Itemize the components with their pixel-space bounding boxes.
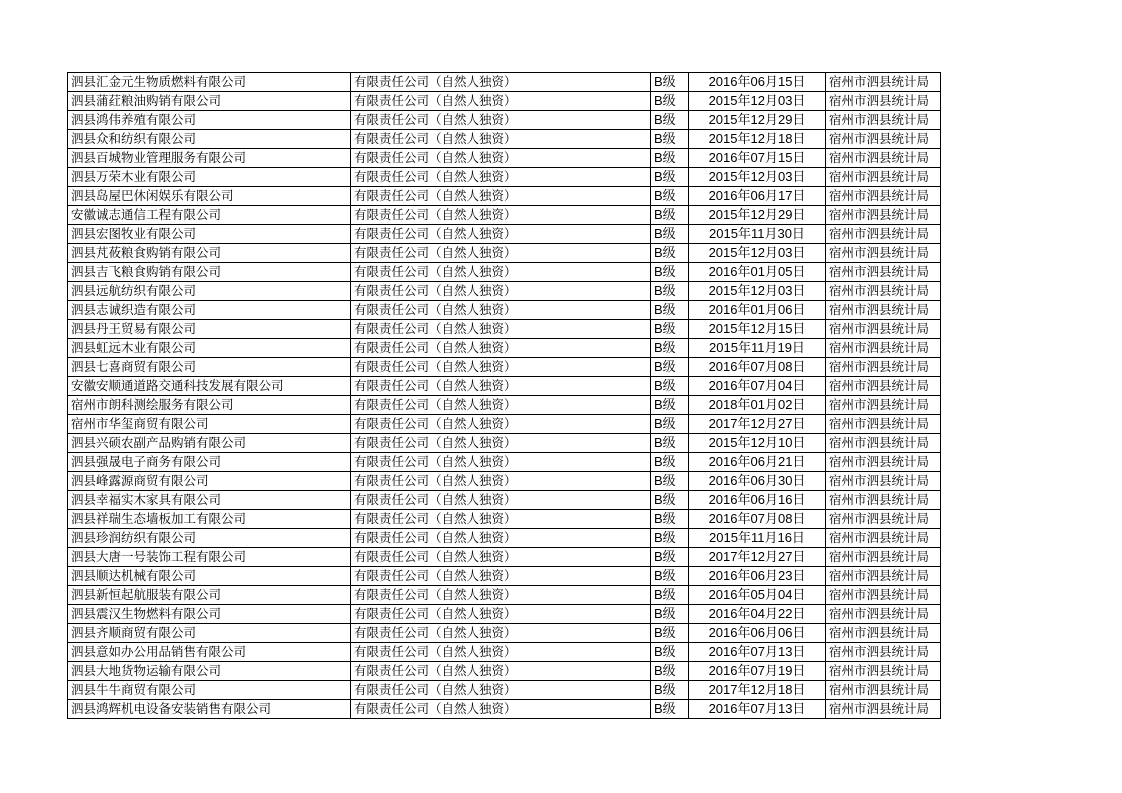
company-name-cell: 安徽安顺通道路交通科技发展有限公司 bbox=[68, 377, 351, 396]
credit-grade-cell: B级 bbox=[651, 244, 689, 263]
table-row bbox=[68, 662, 941, 681]
credit-grade-cell: B级 bbox=[651, 472, 689, 491]
company-name-cell: 泗县芃莜粮食购销有限公司 bbox=[68, 244, 351, 263]
credit-grade-cell: B级 bbox=[651, 681, 689, 700]
table-row bbox=[68, 225, 941, 244]
rating-date-cell: 2016年07月13日 bbox=[689, 643, 826, 662]
rating-date-cell: 2016年06月16日 bbox=[689, 491, 826, 510]
rating-date-cell: 2016年07月15日 bbox=[689, 149, 826, 168]
company-type-cell: 有限责任公司（自然人独资） bbox=[351, 282, 651, 301]
credit-grade-cell: B级 bbox=[651, 149, 689, 168]
table-row bbox=[68, 415, 941, 434]
credit-grade-cell: B级 bbox=[651, 643, 689, 662]
company-name-cell: 泗县顺达机械有限公司 bbox=[68, 567, 351, 586]
table-body bbox=[68, 73, 941, 719]
company-name-cell: 泗县百城物业管理服务有限公司 bbox=[68, 149, 351, 168]
rating-date-cell: 2016年01月05日 bbox=[689, 263, 826, 282]
company-name-cell: 泗县新恒起航服装有限公司 bbox=[68, 586, 351, 605]
company-name-cell: 泗县峰露源商贸有限公司 bbox=[68, 472, 351, 491]
company-name-cell: 泗县祥瑞生态墙板加工有限公司 bbox=[68, 510, 351, 529]
credit-grade-cell: B级 bbox=[651, 187, 689, 206]
issuing-authority-cell: 宿州市泗县统计局 bbox=[826, 301, 941, 320]
issuing-authority-cell: 宿州市泗县统计局 bbox=[826, 624, 941, 643]
company-name-cell: 泗县鸿伟养殖有限公司 bbox=[68, 111, 351, 130]
company-name-cell: 泗县众和纺织有限公司 bbox=[68, 130, 351, 149]
company-name-cell: 泗县虹远木业有限公司 bbox=[68, 339, 351, 358]
rating-date-cell: 2015年12月18日 bbox=[689, 130, 826, 149]
issuing-authority-cell: 宿州市泗县统计局 bbox=[826, 586, 941, 605]
company-name-cell: 泗县鸿辉机电设备安装销售有限公司 bbox=[68, 700, 351, 719]
issuing-authority-cell: 宿州市泗县统计局 bbox=[826, 225, 941, 244]
credit-grade-cell: B级 bbox=[651, 263, 689, 282]
issuing-authority-cell: 宿州市泗县统计局 bbox=[826, 244, 941, 263]
rating-date-cell: 2016年07月19日 bbox=[689, 662, 826, 681]
company-type-cell: 有限责任公司（自然人独资） bbox=[351, 624, 651, 643]
company-name-cell: 宿州市朗科测绘服务有限公司 bbox=[68, 396, 351, 415]
credit-grade-cell: B级 bbox=[651, 567, 689, 586]
issuing-authority-cell: 宿州市泗县统计局 bbox=[826, 415, 941, 434]
company-type-cell: 有限责任公司（自然人独资） bbox=[351, 434, 651, 453]
table-row bbox=[68, 510, 941, 529]
table-row bbox=[68, 263, 941, 282]
issuing-authority-cell: 宿州市泗县统计局 bbox=[826, 339, 941, 358]
issuing-authority-cell: 宿州市泗县统计局 bbox=[826, 187, 941, 206]
issuing-authority-cell: 宿州市泗县统计局 bbox=[826, 263, 941, 282]
rating-date-cell: 2016年07月08日 bbox=[689, 358, 826, 377]
credit-grade-cell: B级 bbox=[651, 320, 689, 339]
company-type-cell: 有限责任公司（自然人独资） bbox=[351, 73, 651, 92]
rating-date-cell: 2016年07月04日 bbox=[689, 377, 826, 396]
table-row bbox=[68, 168, 941, 187]
rating-date-cell: 2015年11月30日 bbox=[689, 225, 826, 244]
company-type-cell: 有限责任公司（自然人独资） bbox=[351, 263, 651, 282]
company-type-cell: 有限责任公司（自然人独资） bbox=[351, 320, 651, 339]
company-type-cell: 有限责任公司（自然人独资） bbox=[351, 377, 651, 396]
credit-grade-cell: B级 bbox=[651, 92, 689, 111]
company-name-cell: 安徽诚志通信工程有限公司 bbox=[68, 206, 351, 225]
company-name-cell: 宿州市华玺商贸有限公司 bbox=[68, 415, 351, 434]
company-type-cell: 有限责任公司（自然人独资） bbox=[351, 491, 651, 510]
company-name-cell: 泗县宏图牧业有限公司 bbox=[68, 225, 351, 244]
table-row bbox=[68, 130, 941, 149]
credit-grade-cell: B级 bbox=[651, 586, 689, 605]
rating-date-cell: 2016年06月30日 bbox=[689, 472, 826, 491]
table-row bbox=[68, 301, 941, 320]
company-type-cell: 有限责任公司（自然人独资） bbox=[351, 510, 651, 529]
company-name-cell: 泗县兴硕农副产品购销有限公司 bbox=[68, 434, 351, 453]
company-name-cell: 泗县齐顺商贸有限公司 bbox=[68, 624, 351, 643]
company-name-cell: 泗县大唐一号装饰工程有限公司 bbox=[68, 548, 351, 567]
company-name-cell: 泗县强晟电子商务有限公司 bbox=[68, 453, 351, 472]
credit-grade-cell: B级 bbox=[651, 624, 689, 643]
table-row bbox=[68, 491, 941, 510]
issuing-authority-cell: 宿州市泗县统计局 bbox=[826, 434, 941, 453]
issuing-authority-cell: 宿州市泗县统计局 bbox=[826, 529, 941, 548]
credit-grade-cell: B级 bbox=[651, 206, 689, 225]
credit-grade-cell: B级 bbox=[651, 73, 689, 92]
credit-rating-table bbox=[67, 72, 941, 719]
issuing-authority-cell: 宿州市泗县统计局 bbox=[826, 700, 941, 719]
company-type-cell: 有限责任公司（自然人独资） bbox=[351, 586, 651, 605]
issuing-authority-cell: 宿州市泗县统计局 bbox=[826, 681, 941, 700]
company-type-cell: 有限责任公司（自然人独资） bbox=[351, 187, 651, 206]
rating-date-cell: 2017年12月18日 bbox=[689, 681, 826, 700]
company-type-cell: 有限责任公司（自然人独资） bbox=[351, 472, 651, 491]
credit-grade-cell: B级 bbox=[651, 548, 689, 567]
rating-date-cell: 2016年04月22日 bbox=[689, 605, 826, 624]
table-row bbox=[68, 187, 941, 206]
company-type-cell: 有限责任公司（自然人独资） bbox=[351, 643, 651, 662]
credit-grade-cell: B级 bbox=[651, 358, 689, 377]
company-type-cell: 有限责任公司（自然人独资） bbox=[351, 358, 651, 377]
table-row bbox=[68, 339, 941, 358]
company-type-cell: 有限责任公司（自然人独资） bbox=[351, 700, 651, 719]
company-type-cell: 有限责任公司（自然人独资） bbox=[351, 130, 651, 149]
issuing-authority-cell: 宿州市泗县统计局 bbox=[826, 206, 941, 225]
rating-date-cell: 2016年05月04日 bbox=[689, 586, 826, 605]
credit-grade-cell: B级 bbox=[651, 415, 689, 434]
rating-date-cell: 2015年12月03日 bbox=[689, 244, 826, 263]
table-row bbox=[68, 206, 941, 225]
company-name-cell: 泗县万荣木业有限公司 bbox=[68, 168, 351, 187]
company-type-cell: 有限责任公司（自然人独资） bbox=[351, 529, 651, 548]
rating-date-cell: 2017年12月27日 bbox=[689, 415, 826, 434]
rating-date-cell: 2015年12月03日 bbox=[689, 92, 826, 111]
rating-date-cell: 2016年07月08日 bbox=[689, 510, 826, 529]
credit-grade-cell: B级 bbox=[651, 700, 689, 719]
issuing-authority-cell: 宿州市泗县统计局 bbox=[826, 548, 941, 567]
credit-grade-cell: B级 bbox=[651, 453, 689, 472]
table-row bbox=[68, 377, 941, 396]
table-row bbox=[68, 358, 941, 377]
credit-grade-cell: B级 bbox=[651, 130, 689, 149]
company-name-cell: 泗县幸福实木家具有限公司 bbox=[68, 491, 351, 510]
rating-date-cell: 2016年06月21日 bbox=[689, 453, 826, 472]
table-row bbox=[68, 111, 941, 130]
company-type-cell: 有限责任公司（自然人独资） bbox=[351, 396, 651, 415]
company-type-cell: 有限责任公司（自然人独资） bbox=[351, 567, 651, 586]
credit-grade-cell: B级 bbox=[651, 510, 689, 529]
credit-grade-cell: B级 bbox=[651, 396, 689, 415]
company-name-cell: 泗县蒲荭粮油购销有限公司 bbox=[68, 92, 351, 111]
rating-date-cell: 2015年12月03日 bbox=[689, 168, 826, 187]
credit-grade-cell: B级 bbox=[651, 434, 689, 453]
issuing-authority-cell: 宿州市泗县统计局 bbox=[826, 643, 941, 662]
table-row bbox=[68, 681, 941, 700]
rating-date-cell: 2016年01月06日 bbox=[689, 301, 826, 320]
company-type-cell: 有限责任公司（自然人独资） bbox=[351, 225, 651, 244]
issuing-authority-cell: 宿州市泗县统计局 bbox=[826, 453, 941, 472]
company-type-cell: 有限责任公司（自然人独资） bbox=[351, 339, 651, 358]
company-name-cell: 泗县岛屋巴休闲娱乐有限公司 bbox=[68, 187, 351, 206]
table-row bbox=[68, 282, 941, 301]
company-name-cell: 泗县汇金元生物质燃料有限公司 bbox=[68, 73, 351, 92]
credit-grade-cell: B级 bbox=[651, 339, 689, 358]
table-row bbox=[68, 453, 941, 472]
company-type-cell: 有限责任公司（自然人独资） bbox=[351, 605, 651, 624]
company-name-cell: 泗县远航纺织有限公司 bbox=[68, 282, 351, 301]
company-name-cell: 泗县震汉生物燃料有限公司 bbox=[68, 605, 351, 624]
table-row bbox=[68, 320, 941, 339]
issuing-authority-cell: 宿州市泗县统计局 bbox=[826, 662, 941, 681]
issuing-authority-cell: 宿州市泗县统计局 bbox=[826, 92, 941, 111]
company-name-cell: 泗县丹王贸易有限公司 bbox=[68, 320, 351, 339]
issuing-authority-cell: 宿州市泗县统计局 bbox=[826, 491, 941, 510]
rating-date-cell: 2015年12月15日 bbox=[689, 320, 826, 339]
table-row bbox=[68, 624, 941, 643]
table-row bbox=[68, 529, 941, 548]
table-row bbox=[68, 73, 941, 92]
rating-date-cell: 2016年06月17日 bbox=[689, 187, 826, 206]
rating-date-cell: 2015年12月29日 bbox=[689, 111, 826, 130]
rating-date-cell: 2015年12月03日 bbox=[689, 282, 826, 301]
table-row bbox=[68, 643, 941, 662]
issuing-authority-cell: 宿州市泗县统计局 bbox=[826, 111, 941, 130]
credit-grade-cell: B级 bbox=[651, 529, 689, 548]
company-type-cell: 有限责任公司（自然人独资） bbox=[351, 681, 651, 700]
table-row bbox=[68, 92, 941, 111]
table-row bbox=[68, 700, 941, 719]
company-name-cell: 泗县意如办公用品销售有限公司 bbox=[68, 643, 351, 662]
credit-grade-cell: B级 bbox=[651, 282, 689, 301]
issuing-authority-cell: 宿州市泗县统计局 bbox=[826, 567, 941, 586]
company-type-cell: 有限责任公司（自然人独资） bbox=[351, 415, 651, 434]
company-name-cell: 泗县大地货物运输有限公司 bbox=[68, 662, 351, 681]
table-row bbox=[68, 567, 941, 586]
table-row bbox=[68, 605, 941, 624]
credit-grade-cell: B级 bbox=[651, 111, 689, 130]
table-row bbox=[68, 548, 941, 567]
rating-date-cell: 2018年01月02日 bbox=[689, 396, 826, 415]
issuing-authority-cell: 宿州市泗县统计局 bbox=[826, 73, 941, 92]
company-name-cell: 泗县珍润纺织有限公司 bbox=[68, 529, 351, 548]
rating-date-cell: 2015年12月29日 bbox=[689, 206, 826, 225]
table-row bbox=[68, 434, 941, 453]
credit-grade-cell: B级 bbox=[651, 491, 689, 510]
issuing-authority-cell: 宿州市泗县统计局 bbox=[826, 472, 941, 491]
issuing-authority-cell: 宿州市泗县统计局 bbox=[826, 320, 941, 339]
credit-grade-cell: B级 bbox=[651, 662, 689, 681]
company-type-cell: 有限责任公司（自然人独资） bbox=[351, 149, 651, 168]
issuing-authority-cell: 宿州市泗县统计局 bbox=[826, 510, 941, 529]
company-type-cell: 有限责任公司（自然人独资） bbox=[351, 168, 651, 187]
issuing-authority-cell: 宿州市泗县统计局 bbox=[826, 396, 941, 415]
company-type-cell: 有限责任公司（自然人独资） bbox=[351, 548, 651, 567]
rating-date-cell: 2016年06月15日 bbox=[689, 73, 826, 92]
company-type-cell: 有限责任公司（自然人独资） bbox=[351, 301, 651, 320]
company-name-cell: 泗县七喜商贸有限公司 bbox=[68, 358, 351, 377]
table-row bbox=[68, 472, 941, 491]
credit-grade-cell: B级 bbox=[651, 301, 689, 320]
issuing-authority-cell: 宿州市泗县统计局 bbox=[826, 377, 941, 396]
issuing-authority-cell: 宿州市泗县统计局 bbox=[826, 358, 941, 377]
company-type-cell: 有限责任公司（自然人独资） bbox=[351, 244, 651, 263]
rating-date-cell: 2016年06月23日 bbox=[689, 567, 826, 586]
issuing-authority-cell: 宿州市泗县统计局 bbox=[826, 605, 941, 624]
credit-grade-cell: B级 bbox=[651, 168, 689, 187]
credit-grade-cell: B级 bbox=[651, 605, 689, 624]
issuing-authority-cell: 宿州市泗县统计局 bbox=[826, 282, 941, 301]
table-row bbox=[68, 586, 941, 605]
company-type-cell: 有限责任公司（自然人独资） bbox=[351, 662, 651, 681]
company-name-cell: 泗县吉飞粮食购销有限公司 bbox=[68, 263, 351, 282]
table-row bbox=[68, 149, 941, 168]
issuing-authority-cell: 宿州市泗县统计局 bbox=[826, 168, 941, 187]
company-name-cell: 泗县牛牛商贸有限公司 bbox=[68, 681, 351, 700]
company-name-cell: 泗县志诚织造有限公司 bbox=[68, 301, 351, 320]
issuing-authority-cell: 宿州市泗县统计局 bbox=[826, 149, 941, 168]
issuing-authority-cell: 宿州市泗县统计局 bbox=[826, 130, 941, 149]
company-type-cell: 有限责任公司（自然人独资） bbox=[351, 206, 651, 225]
rating-date-cell: 2015年11月16日 bbox=[689, 529, 826, 548]
company-type-cell: 有限责任公司（自然人独资） bbox=[351, 111, 651, 130]
rating-date-cell: 2017年12月27日 bbox=[689, 548, 826, 567]
rating-date-cell: 2016年06月06日 bbox=[689, 624, 826, 643]
rating-date-cell: 2015年12月10日 bbox=[689, 434, 826, 453]
company-type-cell: 有限责任公司（自然人独资） bbox=[351, 92, 651, 111]
company-type-cell: 有限责任公司（自然人独资） bbox=[351, 453, 651, 472]
rating-date-cell: 2015年11月19日 bbox=[689, 339, 826, 358]
credit-grade-cell: B级 bbox=[651, 377, 689, 396]
credit-grade-cell: B级 bbox=[651, 225, 689, 244]
rating-date-cell: 2016年07月13日 bbox=[689, 700, 826, 719]
table-row bbox=[68, 244, 941, 263]
table-row bbox=[68, 396, 941, 415]
